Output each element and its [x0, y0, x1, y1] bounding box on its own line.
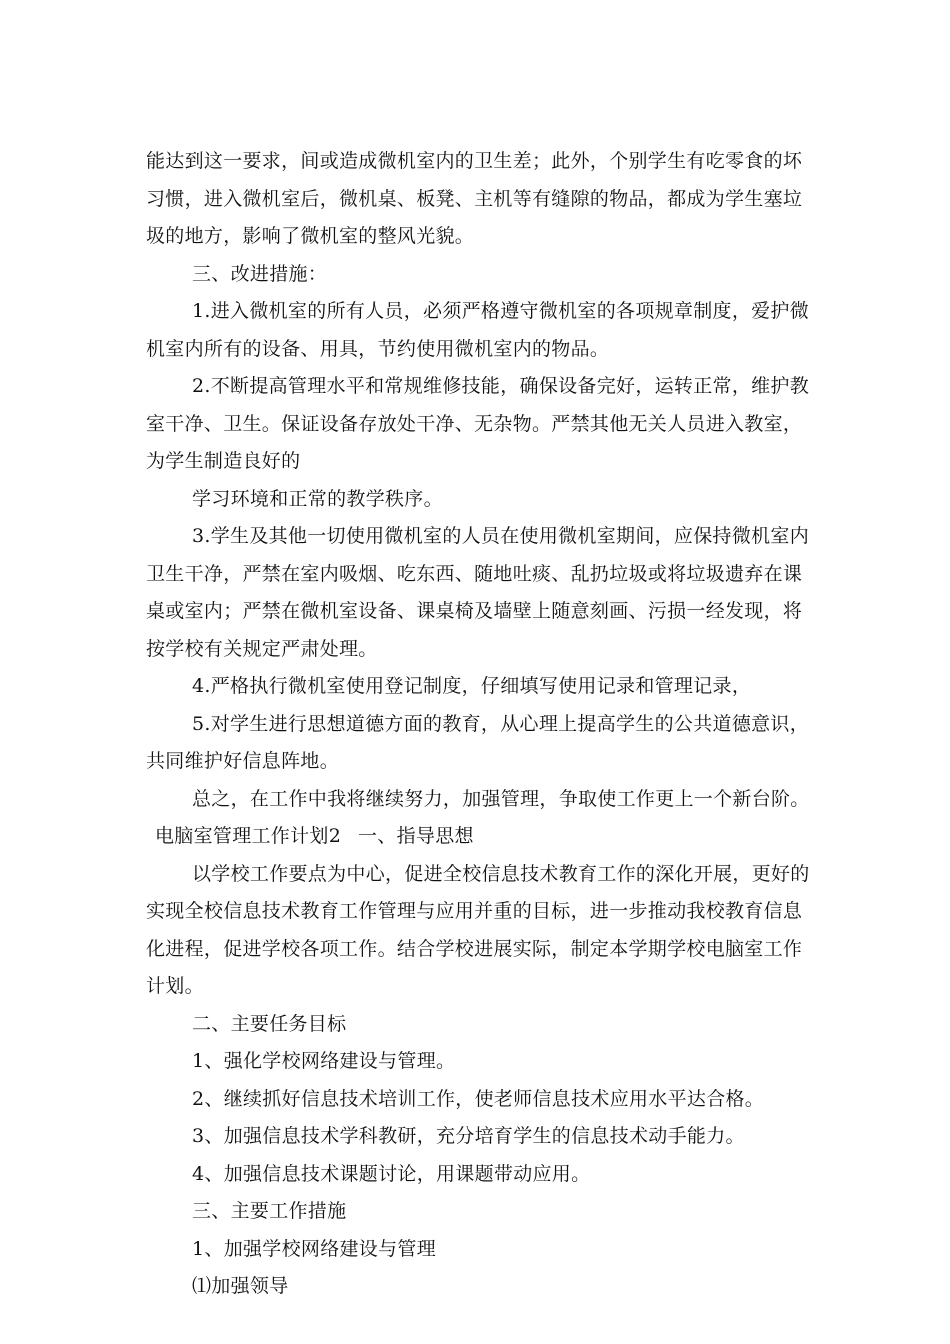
item5-line-2: 共同维护好信息阵地。: [146, 750, 340, 772]
item2-line-3: 为学生制造良好的: [146, 450, 301, 472]
measure-1-sub-1: ⑴加强领导: [192, 1275, 289, 1297]
plan2-title: 电脑室管理工作计划2: [155, 825, 342, 847]
goal-item: 3、加强信息技术学科教研，充分培育学生的信息技术动手能力。: [192, 1125, 745, 1147]
goal-item: 4、加强信息技术课题讨论，用课题带动应用。: [192, 1163, 591, 1185]
item2-line-1: 2.不断提高管理水平和常规维修技能，确保设备完好，运转正常，维护教: [192, 375, 810, 397]
item3-line-2: 卫生干净，严禁在室内吸烟、吃东西、随地吐痰、乱扔垃圾或将垃圾遗弃在课: [146, 563, 803, 585]
heading-guiding-thought: 一、指导思想: [358, 825, 474, 847]
item4: 4.严格执行微机室使用登记制度，仔细填写使用记录和管理记录，: [192, 675, 752, 697]
intro-line-2: 习惯，进入微机室后，微机桌、板凳、主机等有缝隙的物品，都成为学生塞垃: [146, 188, 803, 210]
summary-paragraph: 总之，在工作中我将继续努力，加强管理，争取使工作更上一个新台阶。: [192, 788, 810, 810]
measure-1: 1、加强学校网络建设与管理: [192, 1238, 436, 1260]
heading-main-goals: 二、主要任务目标: [192, 1013, 347, 1035]
guiding-line-2: 实现全校信息技术教育工作管理与应用并重的目标，进一步推动我校教育信息: [146, 900, 803, 922]
heading-main-measures: 三、主要工作措施: [192, 1200, 347, 1222]
intro-line-3: 圾的地方，影响了微机室的整风光貌。: [146, 225, 475, 247]
item1-line-1: 1.进入微机室的所有人员，必须严格遵守微机室的各项规章制度，爱护微: [192, 300, 810, 322]
item2-line-4: 学习环境和正常的教学秩序。: [192, 488, 443, 510]
item3-line-1: 3.学生及其他一切使用微机室的人员在使用微机室期间，应保持微机室内: [192, 525, 810, 547]
goal-item: 2、继续抓好信息技术培训工作，使老师信息技术应用水平达合格。: [192, 1088, 765, 1110]
item2-line-2: 室干净、卫生。保证设备存放处干净、无杂物。严禁其他无关人员进入教室，: [146, 413, 803, 435]
item3-line-4: 按学校有关规定严肃处理。: [146, 638, 378, 660]
guiding-line-1: 以学校工作要点为中心，促进全校信息技术教育工作的深化开展，更好的: [192, 863, 810, 885]
guiding-line-4: 计划。: [146, 975, 204, 997]
item5-line-1: 5.对学生进行思想道德方面的教育，从心理上提高学生的公共道德意识，: [192, 713, 810, 735]
goal-item: 1、强化学校网络建设与管理。: [192, 1050, 456, 1072]
heading-improvements: 三、改进措施：: [192, 263, 328, 285]
guiding-line-3: 化进程，促进学校各项工作。结合学校进展实际，制定本学期学校电脑室工作: [146, 938, 803, 960]
intro-line-1: 能达到这一要求，间或造成微机室内的卫生差；此外，个别学生有吃零食的坏: [146, 150, 803, 172]
item3-line-3: 桌或室内；严禁在微机室设备、课桌椅及墙壁上随意刻画、污损一经发现，将: [146, 600, 803, 622]
item1-line-2: 机室内所有的设备、用具，节约使用微机室内的物品。: [146, 338, 610, 360]
